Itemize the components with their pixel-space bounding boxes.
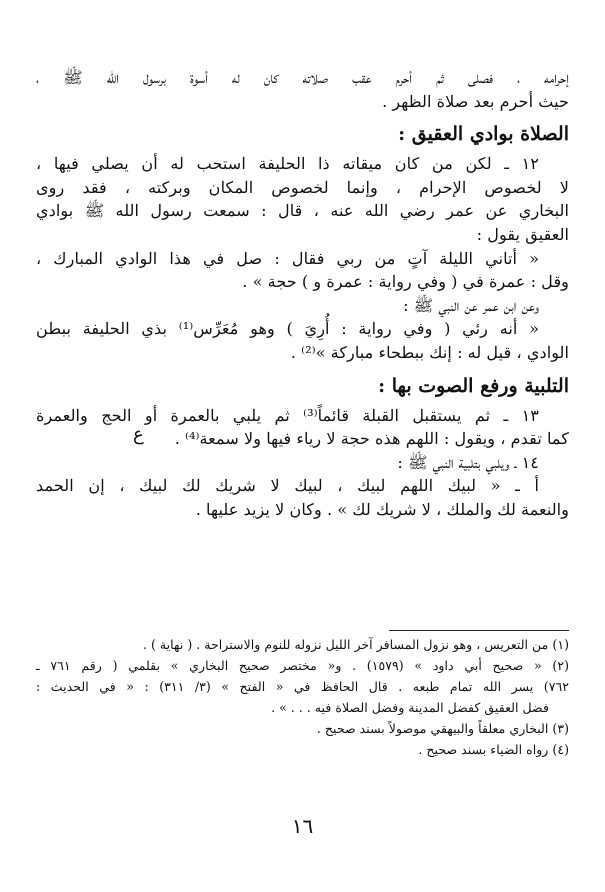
footnotes (36, 634, 569, 760)
footnote-line: (٢) « صحيح أبي داود » (١٥٧٩) . و« مختصر صحيح البخاري » بقلمي ( رقم ٧٦١ ـ (36, 658, 570, 673)
section-heading: التلبية ورفع الصوت بها : (378, 374, 569, 397)
text-line: البخاري عن عمر رضي الله عنه ، قال : سمعت رسول الله ﷺ بوادي (36, 201, 569, 221)
text-line: إحرامه ، فصلى ثم أحرم عقب صلاته كان له أسوة برسول الله ﷺ ، (36, 68, 569, 87)
text-line: والنعمة لك والملك ، لا شريك لك » . وكان لا يزيد عليها . (195, 499, 569, 519)
text-line: أ ـ « لبيك اللهم لبيك ، لبيك لا شريك لك لبيك ، إن الحمد (36, 476, 539, 496)
footnote-line: (٤) رواه الضياء بسند صحيح . (418, 742, 569, 757)
text-line: ١٢ ـ لكن من كان ميقاته ذا الحليفة استحب له أن يصلي فيها ، (36, 154, 539, 174)
footnote-line: (٣) البخاري معلقاً والبيهقي موصولاً بسند صحيح . (316, 721, 569, 736)
footnote-line: ٧٦٢) يسر الله تمام طبعه . قال الحافظ في « الفتح » (٣/ ٣١١) : « في الحديث : (36, 679, 569, 694)
footnote-line: فضل العقيق كفضل المدينة وفضل الصلاة فيه . . . » . (271, 700, 549, 715)
main-text (36, 66, 569, 522)
text-line: العقيق يقول : (476, 224, 569, 244)
stray-mark: ع (133, 424, 144, 445)
text-line: حيث أحرم بعد صلاة الظهر . (382, 91, 569, 111)
footnote-line: (١) من التعريس ، وهو نزول المسافر آخر الليل نزوله للنوم والاستراحة . ( نهاية ) . (143, 637, 569, 652)
text-line: كما تقدم ، ويقول : اللهم هذه حجة لا رياء فيها ولا سمعة⁽⁴⁾ . (174, 429, 569, 449)
text-line: « أنه رئي ( وفي رواية : أُرِيَ ) وهو مُعَرِّس⁽¹⁾ بذي الحليفة ببطن (36, 319, 539, 339)
text-line: « أتاني الليلة آتٍ من ربي فقال : صل في هذا الوادي المبارك ، (36, 248, 539, 268)
text-line: لا لخصوص الإحرام ، وإنما لخصوص المكان وبركته ، فقد روى (36, 177, 569, 197)
text-line: الوادي ، قيل له : إنك ببطحاء مباركة »⁽²⁾ . (290, 342, 569, 362)
page-number: ١٦ (291, 814, 314, 838)
text-line: ١٤ ـ ويلبي بتلبية النبي ﷺ : (397, 452, 539, 472)
text-line: ١٣ ـ ثم يستقبل القبلة قائماً⁽³⁾ ثم يلبي بالعمرة أو الحج والعمرة (36, 405, 539, 425)
section-heading: الصلاة بوادي العقيق : (398, 123, 569, 146)
text-line: وقل : عمرة في ( وفي رواية : عمرة و ) حجة » . (242, 272, 569, 292)
footnote-divider (389, 630, 569, 631)
text-line: وعن ابن عمر عن النبي ﷺ : (403, 295, 539, 315)
